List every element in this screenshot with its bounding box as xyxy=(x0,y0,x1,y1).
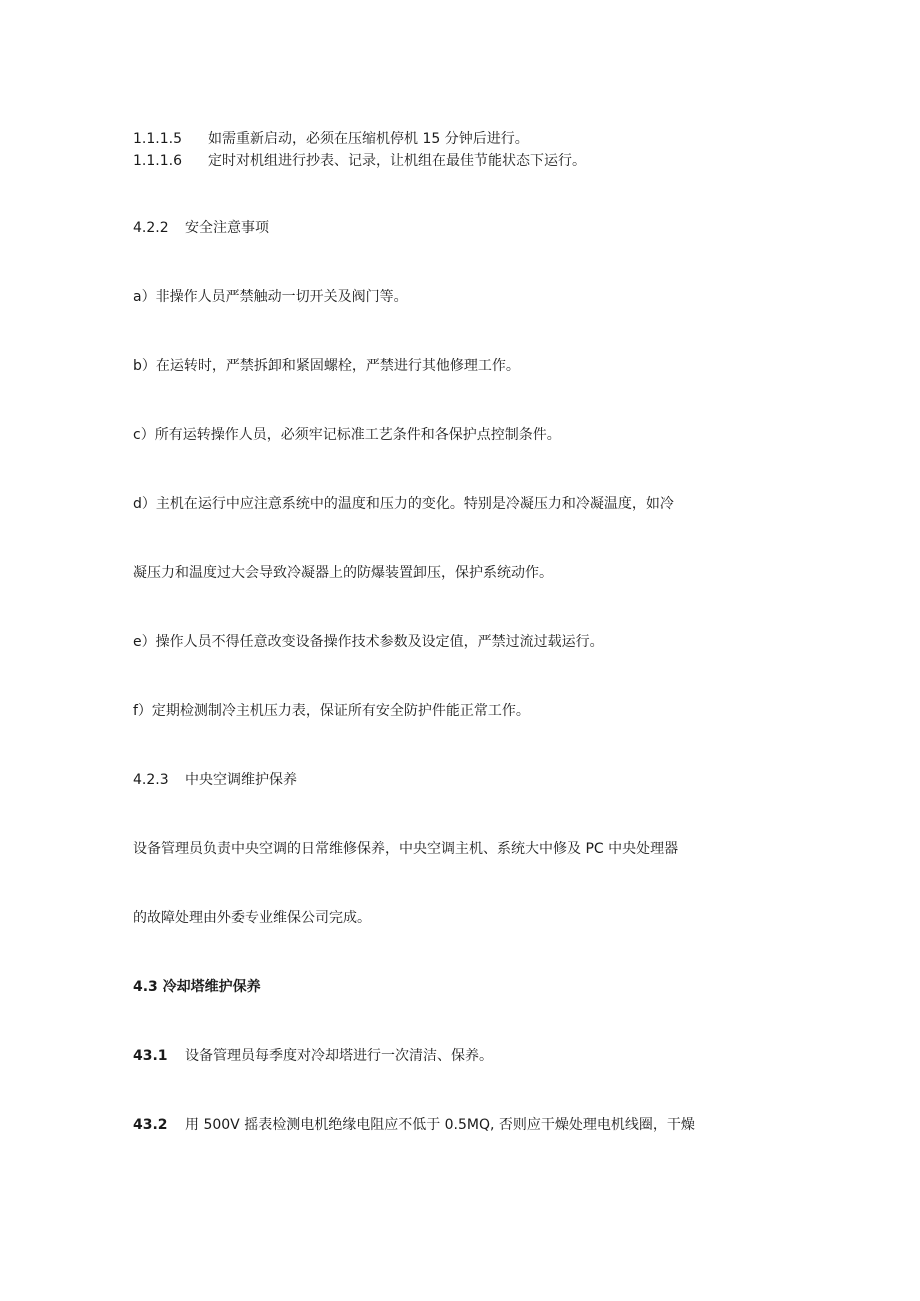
list-item-text: f）定期检测制冷主机压力表，保证所有安全防护件能正常工作。 xyxy=(133,703,530,719)
list-item-text: 凝压力和温度过大会导致冷凝器上的防爆装置卸压，保护系统动作。 xyxy=(133,565,553,581)
list-item-d-continued xyxy=(133,563,553,583)
section-number: 4.2.2 xyxy=(133,220,169,236)
paragraph-line xyxy=(133,839,678,859)
clause-text: 设备管理员每季度对冷却塔进行一次清洁、保养。 xyxy=(185,1048,493,1064)
section-heading-4-3 xyxy=(133,977,261,997)
list-item-f xyxy=(133,701,530,721)
section-title: 中央空调维护保养 xyxy=(185,772,297,788)
paragraph-text: 的故障处理由外委专业维保公司完成。 xyxy=(133,910,371,926)
list-item-text: e）操作人员不得任意改变设备操作技术参数及设定值，严禁过流过载运行。 xyxy=(133,634,604,650)
paragraph-text: 设备管理员负责中央空调的日常维修保养，中央空调主机、系统大中修及 PC 中央处理器 xyxy=(133,841,679,857)
list-item-text: a）非操作人员严禁触动一切开关及阀门等。 xyxy=(133,289,408,305)
section-title: 安全注意事项 xyxy=(185,220,269,236)
section-number: 4.2.3 xyxy=(133,772,169,788)
paragraph-line xyxy=(133,908,371,928)
list-item-text: b）在运转时，严禁拆卸和紧固螺栓，严禁进行其他修理工作。 xyxy=(133,358,520,374)
list-item-text: d）主机在运行中应注意系统中的温度和压力的变化。特别是冷凝压力和冷凝温度，如冷 xyxy=(133,496,674,512)
list-item-b xyxy=(133,356,520,376)
list-item-c xyxy=(133,425,561,445)
clause-number: 1.1.1.6 xyxy=(133,153,182,169)
clause-1-1-1-6 xyxy=(133,151,586,171)
section-title: 4.3 冷却塔维护保养 xyxy=(133,979,261,995)
clause-1-1-1-5 xyxy=(133,129,529,149)
clause-43-2 xyxy=(133,1115,695,1135)
list-item-e xyxy=(133,632,604,652)
clause-number: 1.1.1.5 xyxy=(133,131,182,147)
clause-text: 如需重新启动，必须在压缩机停机 15 分钟后进行。 xyxy=(208,131,529,147)
section-heading-4-2-2 xyxy=(133,218,269,238)
clause-number: 43.2 xyxy=(133,1117,168,1133)
clause-text: 定时对机组进行抄表、记录，让机组在最佳节能状态下运行。 xyxy=(208,153,586,169)
list-item-a xyxy=(133,287,408,307)
clause-text: 用 500V 摇表检测电机绝缘电阻应不低于 0.5MQ, 否则应干燥处理电机线圈，干燥 xyxy=(185,1117,695,1133)
clause-number: 43.1 xyxy=(133,1048,168,1064)
section-heading-4-2-3 xyxy=(133,770,297,790)
clause-43-1 xyxy=(133,1046,493,1066)
list-item-text: c）所有运转操作人员，必须牢记标准工艺条件和各保护点控制条件。 xyxy=(133,427,561,443)
list-item-d xyxy=(133,494,674,514)
